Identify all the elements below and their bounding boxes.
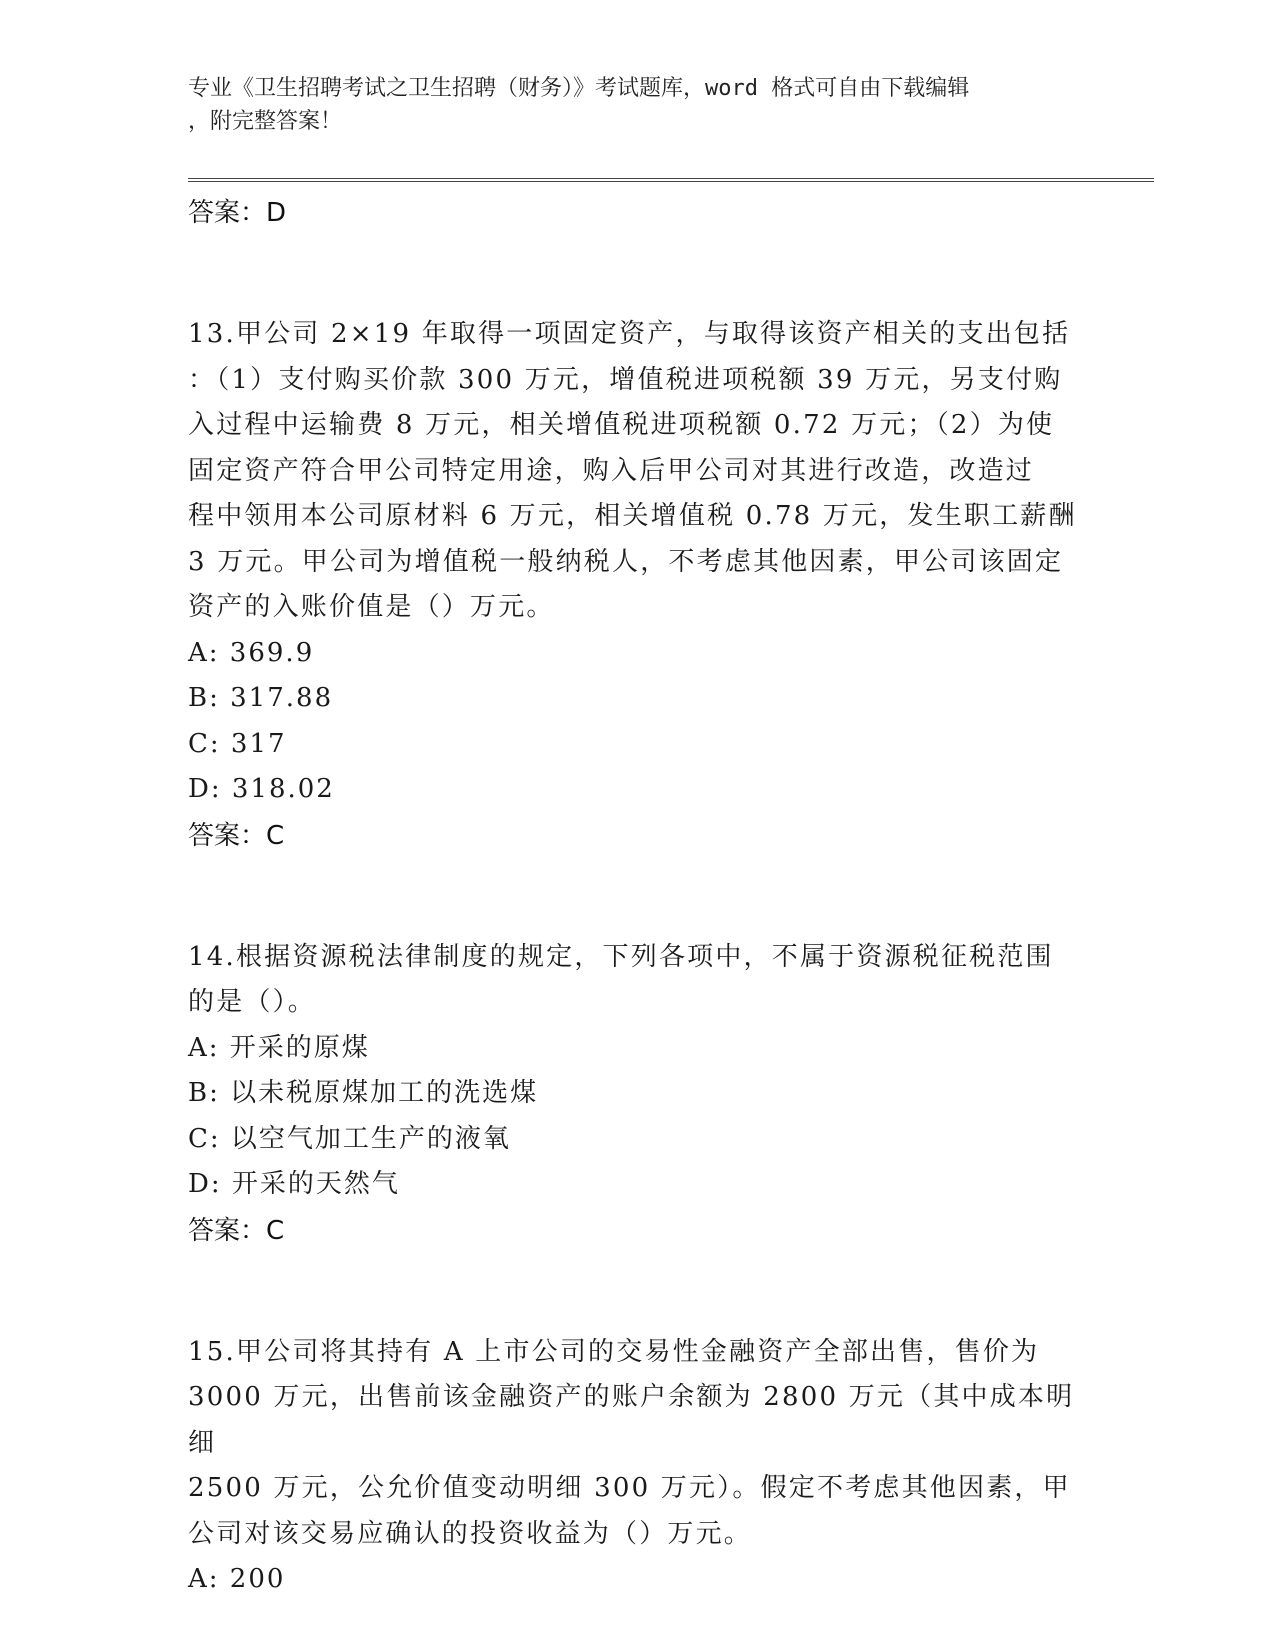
header-line-2: ，附完整答案！ xyxy=(188,109,343,134)
option-b: B: 317.88 xyxy=(188,683,334,713)
header-line-1: 专业《卫生招聘考试之卫生招聘（财务）》考试题库，word 格式可自由下载编辑 xyxy=(188,76,970,101)
option-d: D: 318.02 xyxy=(188,774,335,804)
stem-line: ：（1）支付购买价款 300 万元，增值税进项税额 39 万元，另支付购 xyxy=(188,364,1063,395)
option-a: A: 开采的原煤 xyxy=(188,1032,370,1063)
stem-line: 资产的入账价值是（）万元。 xyxy=(188,592,555,622)
option-d: D: 开采的天然气 xyxy=(188,1169,400,1199)
stem-line: 3 万元。甲公司为增值税一般纳税人，不考虑其他因素，甲公司该固定 xyxy=(188,546,1064,577)
stem-line: 14.根据资源税法律制度的规定，下列各项中，不属于资源税征税范围 xyxy=(188,941,1054,972)
spacer xyxy=(188,236,1088,312)
option-c: C: 以空气加工生产的液氧 xyxy=(188,1123,511,1154)
stem-line: 13.甲公司 2×19 年取得一项固定资产，与取得该资产相关的支出包括 xyxy=(188,319,1071,349)
option-c: C: 317 xyxy=(188,728,287,759)
question-13 xyxy=(188,312,1088,859)
stem-line: 3000 万元，出售前该金融资产的账户余额为 2800 万元（其中成本明细 xyxy=(188,1382,1075,1458)
question-stem xyxy=(188,312,1088,631)
stem-line: 2500 万元，公允价值变动明细 300 万元）。假定不考虑其他因素，甲 xyxy=(188,1473,1071,1503)
answer-line-q12: 答案：D xyxy=(188,198,287,228)
question-stem xyxy=(188,935,1088,1026)
answer-line: 答案：C xyxy=(188,820,285,851)
question-14 xyxy=(188,935,1088,1254)
document-body xyxy=(188,190,1088,1603)
stem-line: 固定资产符合甲公司特定用途，购入后甲公司对其进行改造，改造过 xyxy=(188,455,1035,486)
option-b: B: 以未税原煤加工的洗选煤 xyxy=(188,1078,539,1108)
option-a: A: 369.9 xyxy=(188,637,315,668)
stem-line: 的是（）。 xyxy=(188,987,317,1017)
question-stem xyxy=(188,1330,1088,1558)
header-divider xyxy=(188,178,1154,182)
stem-line: 15.甲公司将其持有 A 上市公司的交易性金融资产全部出售，售价为 xyxy=(188,1336,1040,1367)
option-a: A: 200 xyxy=(188,1564,286,1594)
spacer xyxy=(188,859,1088,935)
stem-line: 程中领用本公司原材料 6 万元，相关增值税 0.78 万元，发生职工薪酬 xyxy=(188,501,1077,531)
page-header xyxy=(188,72,1068,138)
stem-line: 公司对该交易应确认的投资收益为（）万元。 xyxy=(188,1518,753,1549)
question-15 xyxy=(188,1330,1088,1603)
spacer xyxy=(188,1254,1088,1330)
answer-line: 答案：C xyxy=(188,1215,285,1246)
stem-line: 入过程中运输费 8 万元，相关增值税进项税额 0.72 万元；（2）为使 xyxy=(188,410,1055,440)
